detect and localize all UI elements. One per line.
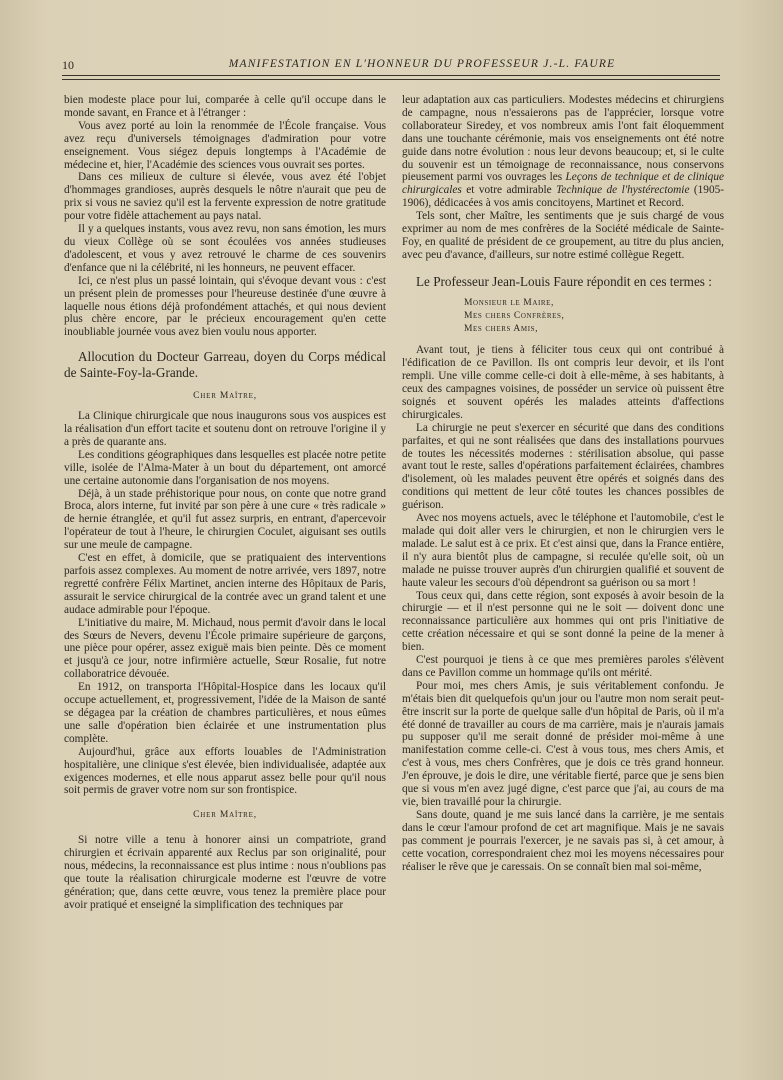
salutation-line: Mes chers Confrères, [464, 311, 565, 322]
section-heading: Allocution du Docteur Garreau, doyen du Corps médical de Sainte-Foy-la-Grande. [64, 349, 386, 380]
paragraph: La Clinique chirurgicale que nous inaugurons sous vos auspices est la réalisation d'un effort tacite et soutenu dont on retrouve l'origine il y a près de quarante ans. [64, 410, 386, 448]
paragraph: Aujourd'hui, grâce aux efforts louables de l'Administration hospitalière, une clinique s'est élevée, bien individualisée, adaptée aux exigences modernes, et elle nous apparut assez belle pour qu'il nous soit permis de graver votre nom sur son frontispice. [64, 745, 386, 797]
paragraph: Sans doute, quand je me suis lancé dans la carrière, je me sentais dans le cœur l'amour profond de cet art magnifique. Mais je ne savais pas comment je pourrais l'exercer, je ne savais pas si, à cet amour, à cette vocation, correspondraient chez moi les moyens nécessaires pour réaliser le rêve que je caressais. On se connaît bien mal soi-même, [402, 808, 724, 873]
paragraph: Il y a quelques instants, vous avez revu, non sans émotion, les murs du vieux Collège où se sont écoulées vos années studieuses d'adolescent, et vous y avez retrouvé le charme de ces souvenirs d'enfance que ni la célébrité, ni les honneurs, ne peuvent effacer. [64, 223, 386, 274]
text-run: leur adaptation aux cas particuliers. Modestes médecins et chirurgiens de campagne, nous n'essaierons pas de l'apprécier, lorsque votre collaborateur Siredey, et vos nombreux amis l'ont fait éloquemment dans une touchante cérémonie, mais vos enseignements ont été notre guide dans notre évolution : nous leur devons beaucoup; et, si le culte du souvenir est un témoignage de reconnaissance, nous conservons pieusement parmi vos ouvrages les [402, 94, 724, 184]
paragraph: bien modeste place pour lui, comparée à celle qu'il occupe dans le monde savant, en France et à l'étranger : [64, 94, 386, 119]
book-title: Technique de l'hystérectomie [556, 184, 690, 197]
salutation: Cher Maître, [193, 391, 257, 402]
paragraph: Ici, ce n'est plus un passé lointain, qui s'évoque devant vous : c'est un présent plein de promesses pour l'heureuse destinée d'une œuvre à laquelle nous étions déjà profondément attachés, et qui nous devient plus chère encore, par le précieux encouragement qu'en cette inoubliable journée vous avez bien voulu nous apporter. [64, 274, 386, 339]
paragraph: Les conditions géographiques dans lesquelles est placée notre petite ville, isolée de l'Alma-Mater à un bout du département, ont amorcé une certaine autonomie dans l'organisation de nos moyens. [64, 448, 386, 487]
paragraph: Avant tout, je tiens à féliciter tous ceux qui ont contribué à l'édification de ce Pavillon. Ils ont compris leur devoir, et ils l'ont rempli. Une ville comme celle-ci doit à elle-même, à ses habitants, à ceux des campagnes voisines, de posséder un service où puissent être soignés et souvent opérés les malades atteints d'affections chirurgicales. [402, 344, 724, 421]
paragraph: Tous ceux qui, dans cette région, sont exposés à avoir besoin de la chirurgie — et il n'est personne qui ne le soit — doivent donc une reconnaissance particulière aux hommes qui ont pris l'initiative de cette création nécessaire et qui se sont donné la peine de la mener à bien. [402, 589, 724, 654]
salutation-line: Monsieur le Maire, [464, 298, 555, 309]
paragraph: Tels sont, cher Maître, les sentiments que je suis chargé de vous exprimer au nom de mes confrères de la Société médicale de Sainte-Foy, en qualité de président de ce groupement, au titre du plus ancien, avec peu d'avance, d'ailleurs, sur notre estimé collègue Regett. [402, 210, 724, 261]
paragraph: C'est pourquoi je tiens à ce que mes premières paroles s'élèvent dans ce Pavillon comme un hommage qu'ils ont mérité. [402, 654, 724, 679]
paragraph [402, 94, 724, 210]
paragraph: La chirurgie ne peut s'exercer en sécurité que dans des conditions parfaites, et qui ne sont réalisées que dans des installations pourvues de toutes les nécessités modernes : stérilisation absolue, qui passe avant tout le reste, salles d'opérations parfaitement éclairées, chambres d'isolement, où les malades peuvent être opérés et soignés dans des conditions qui mettent de leur côté toutes les chances possibles de guérison. [402, 421, 724, 512]
paragraph: L'initiative du maire, M. Michaud, nous permit d'avoir dans le local des Sœurs de Nevers, devenu l'École primaire supérieure de garçons, une pièce pour opérer, assez exiguë mais bien peinte. Dès ce moment et jusqu'à ce jour, notre infirmière actuelle, Sœur Rosalie, fut notre collaboratrice dévouée. [64, 616, 386, 681]
salutation-line: Mes chers Amis, [464, 324, 539, 335]
section-heading: Le Professeur Jean-Louis Faure répondit en ces termes : [416, 273, 712, 289]
paragraph: Si notre ville a tenu à honorer ainsi un compatriote, grand chirurgien et écrivain apparenté aux Reclus par son originalité, pour nous, médecins, la reconnaissance est plus intime : nous n'oublions pas que toute la réalisation chirurgicale moderne est l'œuvre de votre génération; que, dans cette œuvre, vous tenez la première place pour avoir pratiqué et enseigné la simplification des techniques par [64, 834, 386, 911]
text-run: et votre admirable [461, 184, 557, 197]
paragraph: Dans ces milieux de culture si élevée, vous avez été l'objet d'hommages grandioses, auprès desquels le nôtre n'aurait que peu de prix si vous ne saviez qu'il est la fervente expression de notre gratitude pour votre fidèle attachement au pays natal. [64, 171, 386, 223]
salutation-block [464, 297, 724, 336]
paragraph: Déjà, à un stade préhistorique pour nous, on conte que notre grand Broca, alors interne, fut invité par son père à une cure « très radicale » de hernie étranglée, et qu'il fut assez surpris, en entrant, d'apercevoir l'opérateur de tout à l'heure, le chirurgien Coculet, aiguisant ses outils sur une meule de campagne. [64, 487, 386, 552]
header-rule-thin [62, 79, 720, 80]
text-run: (1905-1906), dédicacées à vos amis concitoyens, Martinet et Record. [402, 184, 725, 210]
page-number: 10 [62, 58, 74, 72]
paragraph: Avec nos moyens actuels, avec le téléphone et l'automobile, c'est le malade qui doit aller vers le chirurgien, et non le chirurgien vers le malade. Le salut est à ce prix. Et c'est ainsi que, dans la France entière, il n'y aura bientôt plus de campagne, si reculée qu'elle soit, où un malade ne puisse trouver auprès d'un chirurgien qualifié et souvent de haute valeur les secours d'où dépendront sa guérison ou sa mort ! [402, 512, 724, 589]
right-column [402, 94, 724, 873]
paragraph: Vous avez porté au loin la renommée de l'École française. Vous avez reçu d'universels témoignages d'admiration pour votre enseignement. Vous siégez depuis longtemps à l'Académie de médecine et, hier, l'Académie des sciences vous ouvrait ses portes. [64, 119, 386, 171]
left-column [64, 94, 386, 912]
paragraph: En 1912, on transporta l'Hôpital-Hospice dans les locaux qu'il occupe actuellement, et, progressivement, l'idée de la Maison de santé se dégagea par la création de chambres particulières, et nous eûmes une salle d'opération bien éclairée et une instrumentation plus complète. [64, 681, 386, 745]
book-title: Leçons de technique et de clinique chirurgicales [402, 171, 724, 197]
page-header [62, 55, 722, 75]
paragraph: Pour moi, mes chers Amis, je suis véritablement confondu. Je m'étais bien dit quelquefois qu'un jour ou l'autre mon nom serait peut-être inscrit sur la porte de quelque salle d'un hôpital de Paris, où il m'a été donné de travailler au cours de ma carrière, mais je n'aurais jamais pu supposer qu'il me serait donné de présider moi-même à une manifestation comme celle-ci. C'est à vous tous, mes chers Amis, et c'est à vous, mes chers Confrères, que je dois ce très grand honneur. J'en éprouve, je dois le dire, une véritable fierté, parce que je sens bien que si vous m'en avez jugé digne, c'est parce que j'ai, au cours de ma vie, bien travaillé pour la chirurgie. [402, 679, 724, 808]
paragraph: C'est en effet, à domicile, que se pratiquaient des interventions parfois assez complexes. Au moment de notre arrivée, vers 1897, notre regretté confrère Félix Martinet, ancien interne des Hôpitaux de Paris, assurait le service chirurgical de la contrée avec un grand talent et une audace admirable pour l'époque. [64, 552, 386, 616]
header-rule-thick [62, 75, 720, 76]
salutation: Cher Maître, [193, 810, 257, 821]
running-title: MANIFESTATION EN L'HONNEUR DU PROFESSEUR J.-L. FAURE [228, 58, 616, 70]
